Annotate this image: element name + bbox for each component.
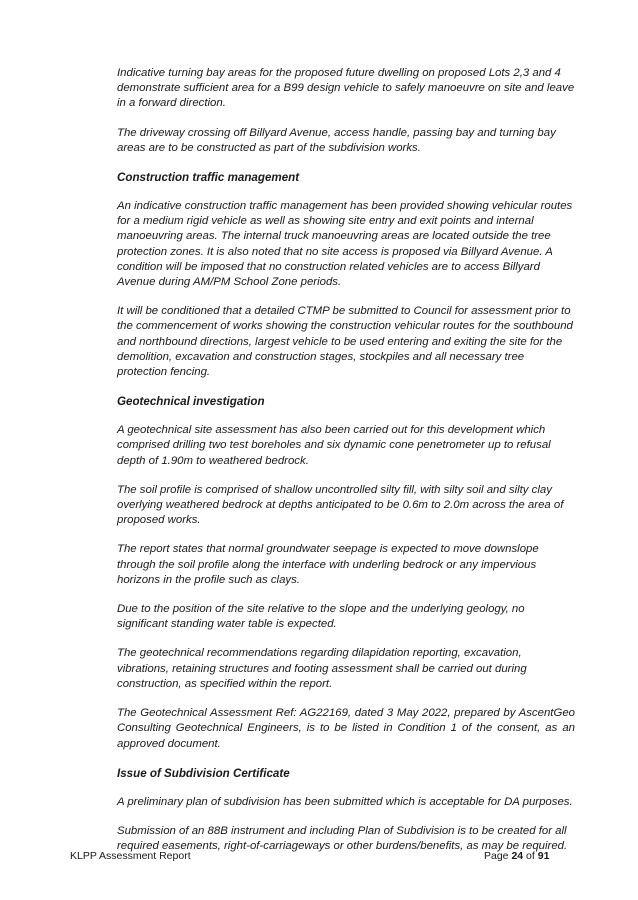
paragraph-geotech-reference: The Geotechnical Assessment Ref: AG22169, dated 3 May 2022, prepared by AscentGeo Consulting Geotechnical Engineers, is to be listed in Condition 1 of the consent, as an approved document. [117, 707, 575, 750]
paragraph-preliminary-plan: A preliminary plan of subdivision has been submitted which is acceptable for DA purposes. [117, 795, 573, 808]
footer-page-number [484, 850, 549, 862]
page-total: 91 [537, 850, 550, 862]
paragraph-88b-instrument: Submission of an 88B instrument and including Plan of Subdivision is to be created for all required easements, right-of-carriageways or other burdens/benefits, as may be required. [117, 824, 568, 853]
page-current: 24 [511, 850, 524, 862]
paragraph-geotech-recommendations: The geotechnical recommendations regarding dilapidation reporting, excavation, vibrations, retaining structures and footing assessment shall be carried out during construction, as specified within the report. [117, 647, 527, 690]
paragraph-geotech-assessment: A geotechnical site assessment has also been carried out for this development which comprised drilling two test boreholes and six dynamic cone penetrometer up to refusal depth of 1.90m to weathered bedrock. [117, 424, 551, 467]
paragraph-groundwater: The report states that normal groundwater seepage is expected to move downslope through the soil profile along the interface with underling bedrock or any impervious horizons in the profile such as clays. [117, 543, 539, 586]
paragraph-ctm-indicative: An indicative construction traffic management has been provided showing vehicular routes for a medium rigid vehicle as well as showing site entry and exit points and internal manoeuvring areas. The internal truck manoeuvring areas are located outside the tree protection zones. It is also noted that no site access is proposed via Billyard Avenue. A condition will be imposed that no construction related vehicles are to access Billyard Avenue during AM/PM School Zone periods. [117, 200, 573, 289]
paragraph-driveway: The driveway crossing off Billyard Avenue, access handle, passing bay and turning bay areas are to be constructed as part of the subdivision works. [117, 126, 556, 154]
heading-subdivision-certificate: Issue of Subdivision Certificate [117, 766, 290, 780]
page-of: of [523, 850, 538, 862]
page-prefix: Page [484, 850, 512, 862]
paragraph-turning-bay: Indicative turning bay areas for the proposed future dwelling on proposed Lots 2,3 and 4 demonstrate sufficient area for a B99 design vehicle to safely manoeuvre on site and leave in a forward direction. [117, 67, 575, 110]
footer-report-name: KLPP Assessment Report [70, 850, 191, 862]
paragraph-ctmp-condition: It will be conditioned that a detailed CTMP be submitted to Council for assessment prior to the commencement of works showing the construction vehicular routes for the southbound and northbound directions, largest vehicle to be used entering and exiting the site for the demolition, excavation and construction stages, stockpiles and all necessary tree protection fencing. [117, 305, 573, 379]
paragraph-soil-profile: The soil profile is comprised of shallow uncontrolled silty fill, with silty soil and silty clay overlying weathered bedrock at depths anticipated to be 0.6m to 2.0m across the area of proposed works. [117, 483, 564, 527]
paragraph-water-table: Due to the position of the site relative to the slope and the underlying geology, no significant standing water table is expected. [117, 603, 525, 631]
heading-construction-traffic: Construction traffic management [117, 171, 300, 185]
page-content [117, 66, 575, 868]
heading-geotechnical: Geotechnical investigation [117, 395, 265, 409]
